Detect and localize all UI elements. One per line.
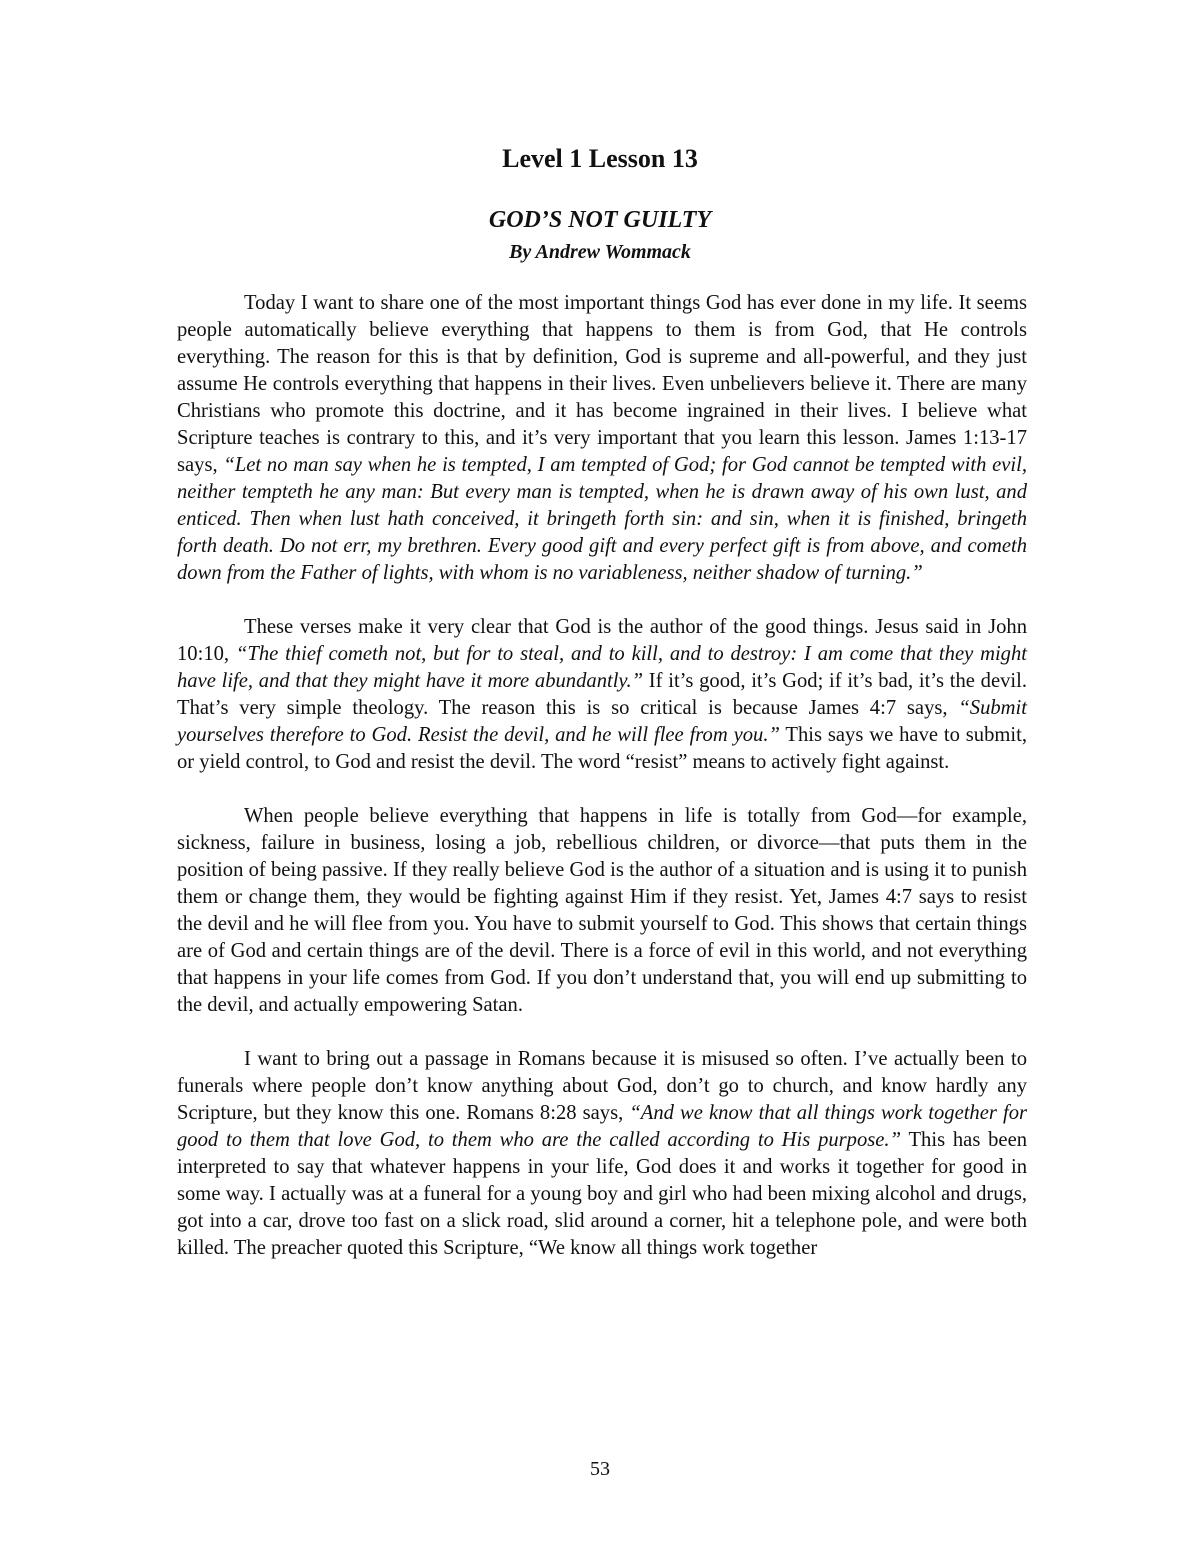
article-body [177, 290, 1027, 1289]
page-number: 53 [590, 1458, 610, 1480]
paragraph-1 [177, 290, 1027, 587]
byline: By Andrew Wommack [509, 241, 691, 263]
paragraph-1-text: Today I want to share one of the most important things God has ever done in my life. It seems people automatically believe everything that happens to them is from God, that He controls everything. The reason for this is that by definition, God is supreme and all-powerful, and they just assume He controls everything that happens in their lives. Even unbelievers believe it. There are many Christians who promote this doctrine, and it has become ingrained in their lives. I believe what Scripture teaches is contrary to this, and it’s very important that you learn this lesson. James 1:13-17 says, [177, 292, 1027, 476]
paragraph-4-text-b: This has been interpreted to say that whatever happens in your life, God does it and works it together for good in some way. I actually was at a funeral for a young boy and girl who had been mixing alcohol and drugs, got into a car, drove too fast on a slick road, slid around a corner, hit a telephone pole, and were both killed. The preacher quoted this Scripture, “We know all things work together [177, 1129, 1028, 1259]
paragraph-3 [177, 803, 1027, 1019]
paragraph-2-text-a: These verses make it very clear that God is the author of the good things. Jesus said in John 10:10, [177, 616, 1027, 665]
paragraph-2-text-c: This says we have to submit, or yield control, to God and resist the devil. The word “resist” means to actively fight against. [177, 724, 1027, 773]
paragraph-4-text-a: I want to bring out a passage in Romans because it is misused so often. I’ve actually been to funerals where people don’t know anything about God, don’t go to church, and know hardly any Scripture, but they know this one. Romans 8:28 says, [177, 1048, 1027, 1124]
scripture-quote-james-4-7: “Submit yourselves therefore to God. Resist the devil, and he will flee from you.” [177, 697, 1027, 746]
article-title: GOD’S NOT GUILTY [488, 207, 712, 233]
paragraph-4 [177, 1046, 1027, 1262]
scripture-quote-romans-8-28: “And we know that all things work together for good to them that love God, to them who are the called according to His purpose.” [177, 1102, 1028, 1151]
paragraph-3-text: When people believe everything that happens in life is totally from God—for example, sickness, failure in business, losing a job, rebellious children, or divorce—that puts them in the position of being passive. If they really believe God is the author of a situation and is using it to punish them or change them, they would be fighting against Him if they resist. Yet, James 4:7 says to resist the devil and he will flee from you. You have to submit yourself to God. This shows that certain things are of God and certain things are of the devil. There is a force of evil in this world, and not everything that happens in your life comes from God. If you don’t understand that, you will end up submitting to the devil, and actually empowering Satan. [177, 805, 1027, 1016]
lesson-title: Level 1 Lesson 13 [502, 144, 698, 173]
scripture-quote-james-1-13: “Let no man say when he is tempted, I am tempted of God; for God cannot be tempted with evil, neither tempteth he any man: But every man is tempted, when he is drawn away of his own lust, and enticed. Then when lust hath conceived, it bringeth forth sin: and sin, when it is finished, bringeth forth death. Do not err, my brethren. Every good gift and every perfect gift is from above, and cometh down from the Father of lights, with whom is no variableness, neither shadow of turning.” [177, 454, 1027, 584]
paragraph-2-text-b: If it’s good, it’s God; if it’s bad, it’s the devil. That’s very simple theology. The reason this is so critical is because James 4:7 says, [177, 670, 1027, 719]
paragraph-2 [177, 614, 1027, 776]
scripture-quote-john-10-10: “The thief cometh not, but for to steal, and to kill, and to destroy: I am come that they might have life, and that they might have it more abundantly.” [177, 643, 1027, 692]
